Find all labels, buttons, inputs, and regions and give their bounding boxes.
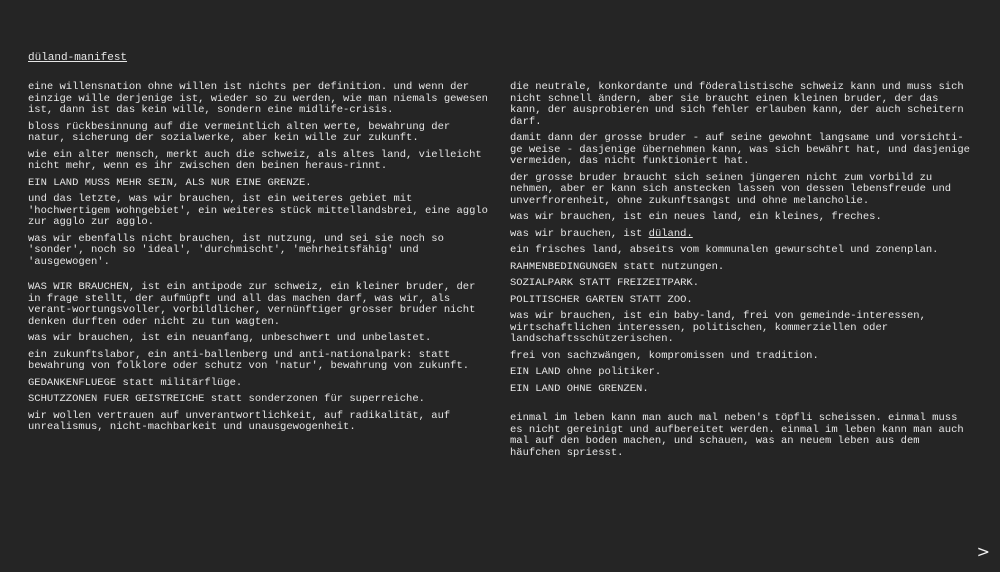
manifest-heading: RAHMENBEDINGUNGEN statt nutzungen. [510,260,725,273]
manifest-heading: GEDANKENFLUEGE statt militärflüge. [28,376,243,389]
manifest-paragraph: wir wollen vertrauen auf unverantwortlichkeit, auf radikalität, auf unrealismus, nicht-machbarkeit und unausgewogenheit. [28,409,451,433]
manifest-paragraph: einmal im leben kann man auch mal neben's töpfli scheissen. einmal muss es nicht gereinigt und aufbereitet werden. einmal im leben kann man auch mal auf den boden machen, und schauen, was an neuem leben aus dem häufchen spriesst. [510,412,964,459]
manifest-paragraph: ein frisches land, abseits vom kommunalen gewurschtel und zonenplan. [510,244,939,256]
manifest-paragraph: was wir brauchen, ist ein neues land, ein kleines, freches. [510,211,882,223]
manifest-paragraph: frei von sachzwängen, kompromissen und tradition. [510,349,819,362]
manifest-paragraph: ein zukunftslabor, ein anti-ballenberg und anti-nationalpark: statt bewahrung von folklore oder schutz von 'natur', bewahrung von zukunft. [28,348,470,372]
manifest-heading: SOZIALPARK STATT FREIZEITPARK. [510,277,700,289]
manifest-heading: EIN LAND OHNE GRENZEN. [510,382,649,395]
manifest-heading: SCHUTZZONEN FUER GEISTREICHE statt sonderzonen für superreiche. [28,393,425,405]
manifest-paragraph [510,229,970,241]
next-page-button[interactable]: > [976,542,990,561]
duland-link[interactable]: düland. [648,227,693,240]
page-title: düland-manifest [28,52,128,64]
manifest-heading: POLITISCHER GARTEN STATT ZOO. [510,293,693,306]
manifest-heading: EIN LAND MUSS MEHR SEIN, ALS NUR EINE GRENZE. [28,176,312,189]
manifest-paragraph: bloss rückbesinnung auf die vermeintlich alten werte, bewahrung der natur, sicherung der sozialwerke, aber kein wille zur zukunft. [28,120,451,144]
manifest-paragraph: der grosse bruder braucht sich seinen jüngeren nicht zum vorbild zu nehmen, aber er kann sich anstecken lassen von dessen lebensfreude und unverfrorenheit, ohne zukunftsangst und ohne melancholie. [510,171,952,207]
manifest-paragraph: WAS WIR BRAUCHEN, ist ein antipode zur schweiz, ein kleiner bruder, der in frage stellt, der aufmüpft und all das machen darf, was wir, als verant-wortungsvoller, vorbildlicher, vernünftiger grosser bruder nicht denken durften oder nicht zu tun wagten. [28,281,476,328]
manifest-paragraph: die neutrale, konkordante und föderalistische schweiz kann und muss sich nicht schnell ändern, aber sie braucht einen kleinen bruder, der das kann, der ausprobieren und sich fehler erlauben kann, der auch scheitern darf. [510,81,964,128]
manifest-right-column [510,82,970,464]
manifest-paragraph: was wir ebenfalls nicht brauchen, ist nutzung, und sei sie noch so 'sonder', noch so 'ideal', 'durchmischt', 'mehrheitsfähig' und 'ausgewogen'. [28,232,444,268]
manifest-heading: EIN LAND ohne politiker. [510,366,662,378]
manifest-paragraph: eine willensnation ohne willen ist nichts per definition. und wenn der einzige wille derjenige ist, wieder so zu werden, wie man niemals gewesen ist, dann ist das kein wille, sondern eine midlife-crisis. [28,81,488,116]
manifest-paragraph: was wir brauchen, ist ein baby-land, frei von gemeinde-interessen, wirtschaftlichen interessen, politischen, kommerziellen oder landschaftsschützerischen. [510,310,926,345]
manifest-paragraph: was wir brauchen, ist ein neuanfang, unbeschwert und unbelastet. [28,332,432,344]
manifest-left-column [28,82,493,439]
manifest-text: was wir brauchen, ist [510,227,643,240]
manifest-paragraph: damit dann der grosse bruder - auf seine gewohnt langsame und vorsichti-ge weise - dasjenige übernehmen kann, was sich bewährt hat, und dasjenige vermeiden, das nicht funktioniert hat. [510,132,970,167]
manifest-paragraph: wie ein alter mensch, merkt auch die schweiz, als altes land, vielleicht nicht mehr, wenn es ihr zwischen den beinen heraus-rinnt. [28,148,482,172]
manifest-paragraph: und das letzte, was wir brauchen, ist ein weiteres gebiet mit 'hochwertigem wohngebiet', ein weiteres stück mittellandsbrei, eine agglo zur agglo zur agglo. [28,193,488,228]
